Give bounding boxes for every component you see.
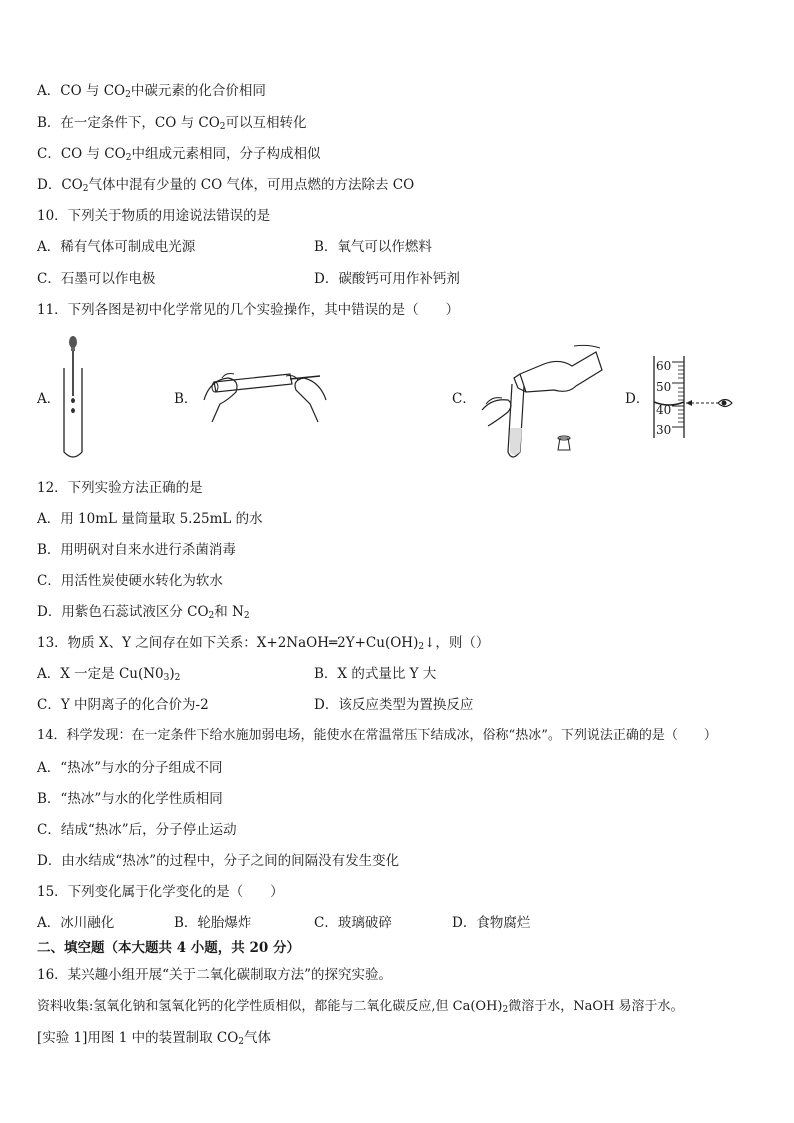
q10-option-c: C．石墨可以作电极 <box>37 271 156 287</box>
q13-option-c: C．Y 中阴离子的化合价为-2 <box>37 697 209 713</box>
q10-option-a: A．稀有气体可制成电光源 <box>37 239 196 255</box>
q11-label-c: C． <box>452 391 476 407</box>
q15-option-d: D．食物腐烂 <box>452 915 531 931</box>
q11-label-a: A． <box>37 391 61 407</box>
q16-stem: 16．某兴趣小组开展“关于二氧化碳制取方法”的探究实验。 <box>37 967 392 983</box>
q15-option-b: B．轮胎爆炸 <box>174 915 252 931</box>
cylinder-tick-30: 30 <box>656 423 672 437</box>
q11-label-d: D． <box>625 391 650 407</box>
q16-experiment-1: [实验 1]用图 1 中的装置制取 $CO_2$气体 <box>37 1030 272 1047</box>
q13-stem: 13．物质 X、Y 之间存在如下关系：$X+2NaOH═2Y+Cu(OH)_2↓$，则（） <box>37 635 490 652</box>
q15-option-c: C．玻璃破碎 <box>314 915 392 931</box>
q16-info: 资料收集:氢氧化钠和氢氧化钙的化学性质相似，都能与二氧化碳反应,但 $Ca(OH)_2$微溶于水，NaOH 易溶于水。 <box>37 999 684 1015</box>
q11-label-b: B． <box>174 391 198 407</box>
q11-figure-a-dropper-test-tube <box>58 334 88 464</box>
cylinder-tick-40: 40 <box>656 403 672 417</box>
cylinder-tick-50: 50 <box>656 380 672 394</box>
q14-stem: 14．科学发现：在一定条件下给水施加弱电场，能使水在常温常压下结成冰，俗称“热冰”。下列说法正确的是（ ） <box>37 728 717 743</box>
section-heading: 二、填空题（本大题共 4 小题，共 20 分） <box>37 940 300 956</box>
q15-stem: 15．下列变化属于化学变化的是（ ） <box>37 884 284 900</box>
q14-option-c: C．结成“热冰”后，分子停止运动 <box>37 822 237 838</box>
q12-option-d: D．用紫色石蕊试液区分 $CO_2$和 $N_2$ <box>37 604 250 621</box>
q13-option-b: B．X 的式量比 Y 大 <box>314 666 437 682</box>
q10-option-d: D．碳酸钙可用作补钙剂 <box>314 271 460 287</box>
q12-option-c: C．用活性炭使硬水转化为软水 <box>37 573 223 589</box>
q9-option-d: D．$CO_2$气体中混有少量的 CO 气体，可用点燃的方法除去 CO <box>37 177 415 194</box>
q13-option-a: A．X 一定是 $Cu(N0_3)_2$ <box>37 666 181 683</box>
q11-figure-d-graduated-cylinder <box>650 352 740 442</box>
q9-option-b: B．在一定条件下，CO 与 $CO_2$可以互相转化 <box>37 115 307 132</box>
q9-option-c: C．CO 与 $CO_2$中组成元素相同，分子构成相似 <box>37 146 321 163</box>
q15-option-a: A．冰川融化 <box>37 915 115 931</box>
q11-stem: 11．下列各图是初中化学常见的几个实验操作，其中错误的是（ ） <box>37 302 460 318</box>
cylinder-tick-60: 60 <box>656 359 672 373</box>
q14-option-d: D．由水结成“热冰”的过程中，分子之间的间隔没有发生变化 <box>37 853 400 869</box>
q11-figure-b-hands-test-tube <box>200 360 330 430</box>
q10-stem: 10．下列关于物质的用途说法错误的是 <box>37 208 271 224</box>
q12-option-a: A．用 10mL 量筒量取 5.25mL 的水 <box>37 511 263 527</box>
q13-option-d: D．该反应类型为置换反应 <box>314 697 474 713</box>
q12-option-b: B．用明矾对自来水进行杀菌消毒 <box>37 542 236 558</box>
q9-option-a: A．CO 与 $CO_2$中碳元素的化合价相同 <box>37 83 266 100</box>
q11-figure-c-pouring-liquid <box>478 340 608 465</box>
q12-stem: 12．下列实验方法正确的是 <box>37 480 203 496</box>
q14-option-a: A．“热冰”与水的分子组成不同 <box>37 760 223 776</box>
q14-option-b: B．“热冰”与水的化学性质相同 <box>37 791 223 807</box>
q10-option-b: B．氧气可以作燃料 <box>314 239 432 255</box>
